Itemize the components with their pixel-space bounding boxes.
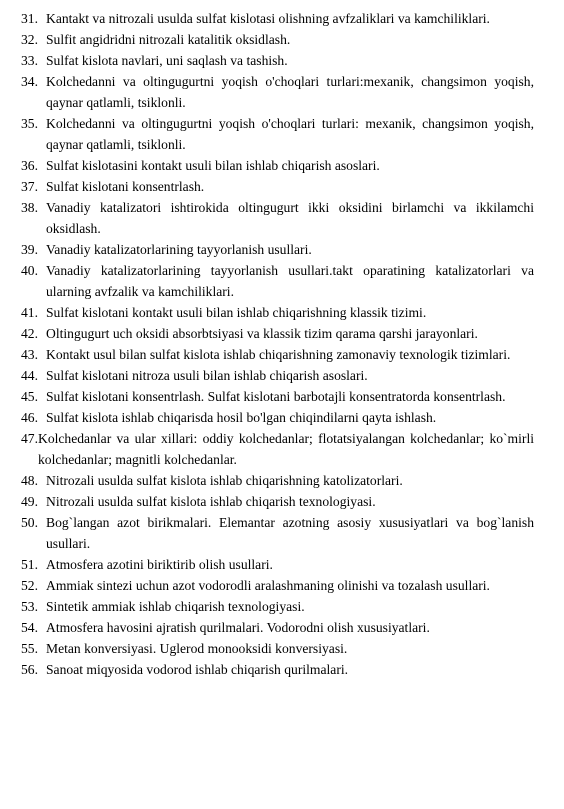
item-number: 36.	[21, 158, 38, 173]
list-item	[21, 71, 534, 113]
list-item	[21, 113, 534, 155]
item-text: Atmosfera azotini biriktirib olish usullari.	[46, 557, 273, 572]
list-item	[21, 302, 534, 323]
list-item	[21, 386, 534, 407]
list-item	[21, 407, 534, 428]
item-number: 45.	[21, 389, 38, 404]
item-number: 50.	[21, 515, 38, 530]
item-number: 42.	[21, 326, 38, 341]
list-item	[21, 344, 534, 365]
item-number: 39.	[21, 242, 38, 257]
item-text: Kantakt va nitrozali usulda sulfat kislotasi olishning avfzaliklari va kamchiliklari.	[46, 11, 490, 26]
item-text: Sulfat kislotani nitroza usuli bilan ishlab chiqarish asoslari.	[46, 368, 368, 383]
item-number: 34.	[21, 74, 38, 89]
list-item	[21, 260, 534, 302]
item-number: 35.	[21, 116, 38, 131]
list-item	[21, 323, 534, 344]
list-item	[21, 50, 534, 71]
item-number: 55.	[21, 641, 38, 656]
list-item	[21, 575, 534, 596]
item-text: Sulfat kislotasini kontakt usuli bilan ishlab chiqarish asoslari.	[46, 158, 380, 173]
item-number: 32.	[21, 32, 38, 47]
list-item	[21, 428, 534, 470]
item-text: Nitrozali usulda sulfat kislota ishlab chiqarishning katolizatorlari.	[46, 473, 403, 488]
item-text: Bog`langan azot birikmalari. Elemantar azotning asosiy xususiyatlari va bog`lanish usullari.	[46, 515, 534, 551]
item-number: 31.	[21, 11, 38, 26]
item-text: Kolchedanni va oltingugurtni yoqish o'choqlari turlari: mexanik, changsimon yoqish, qaynar qatlamli, tsiklonli.	[46, 116, 534, 152]
item-text: Vanadiy katalizatorlarining tayyorlanish usullari.takt oparatining katalizatorlari va ularning avfzalik va kamchiliklari.	[46, 263, 534, 299]
item-text: Kontakt usul bilan sulfat kislota ishlab chiqarishning zamonaviy texnologik tizimlari.	[46, 347, 511, 362]
item-text: Atmosfera havosini ajratish qurilmalari. Vodorodni olish xususiyatlari.	[46, 620, 430, 635]
item-text: Vanadiy katalizatorlarining tayyorlanish usullari.	[46, 242, 312, 257]
item-text: Sulfat kislota navlari, uni saqlash va tashish.	[46, 53, 288, 68]
list-item	[21, 659, 534, 680]
item-number: 48.	[21, 473, 38, 488]
list-item	[21, 638, 534, 659]
list-item	[21, 197, 534, 239]
item-text: Ammiak sintezi uchun azot vodorodli aralashmaning olinishi va tozalash usullari.	[46, 578, 490, 593]
list-item	[21, 470, 534, 491]
list-item	[21, 239, 534, 260]
list-item	[21, 491, 534, 512]
item-number: 44.	[21, 368, 38, 383]
item-text: Metan konversiyasi. Uglerod monooksidi konversiyasi.	[46, 641, 348, 656]
item-number: 54.	[21, 620, 38, 635]
item-text: Sanoat miqyosida vodorod ishlab chiqarish qurilmalari.	[46, 662, 349, 677]
item-number: 33.	[21, 53, 38, 68]
item-number: 49.	[21, 494, 38, 509]
list-item	[21, 617, 534, 638]
item-number: 41.	[21, 305, 38, 320]
item-number: 46.	[21, 410, 38, 425]
list-item	[21, 8, 534, 29]
item-text: Sulfit angidridni nitrozali katalitik oksidlash.	[46, 32, 291, 47]
item-number: 47.	[21, 431, 38, 446]
item-text: Vanadiy katalizatori ishtirokida oltingugurt ikki oksidini birlamchi va ikkilamchi oksidlash.	[46, 200, 534, 236]
item-number: 40.	[21, 263, 38, 278]
item-text: Sulfat kislotani konsentrlash. Sulfat kislotani barbotajli konsentratorda konsentrlash.	[46, 389, 506, 404]
item-text: Nitrozali usulda sulfat kislota ishlab chiqarish texnologiyasi.	[46, 494, 376, 509]
item-number: 53.	[21, 599, 38, 614]
list-item	[21, 554, 534, 575]
item-number: 43.	[21, 347, 38, 362]
item-text: Sintetik ammiak ishlab chiqarish texnologiyasi.	[46, 599, 305, 614]
item-number: 51.	[21, 557, 38, 572]
list-item	[21, 512, 534, 554]
item-text: Kolchedanlar va ular xillari: oddiy kolchedanlar; flotatsiyalangan kolchedanlar; ko`mirli kolchedanlar; magnitli kolchedanlar.	[38, 431, 534, 467]
item-number: 52.	[21, 578, 38, 593]
item-text: Oltingugurt uch oksidi absorbtsiyasi va klassik tizim qarama qarshi jarayonlari.	[46, 326, 478, 341]
list-item	[21, 365, 534, 386]
item-text: Sulfat kislota ishlab chiqarisda hosil bo'lgan chiqindilarni qayta ishlash.	[46, 410, 437, 425]
list-item	[21, 596, 534, 617]
item-text: Sulfat kislotani kontakt usuli bilan ishlab chiqarishning klassik tizimi.	[46, 305, 427, 320]
list-item	[21, 155, 534, 176]
list-item	[21, 176, 534, 197]
list-item	[21, 29, 534, 50]
item-number: 38.	[21, 200, 38, 215]
item-text: Sulfat kislotani konsentrlash.	[46, 179, 205, 194]
item-number: 37.	[21, 179, 38, 194]
item-text: Kolchedanni va oltingugurtni yoqish o'choqlari turlari:mexanik, changsimon yoqish, qaynar qatlamli, tsiklonli.	[46, 74, 534, 110]
item-number: 56.	[21, 662, 38, 677]
question-list	[21, 8, 534, 680]
